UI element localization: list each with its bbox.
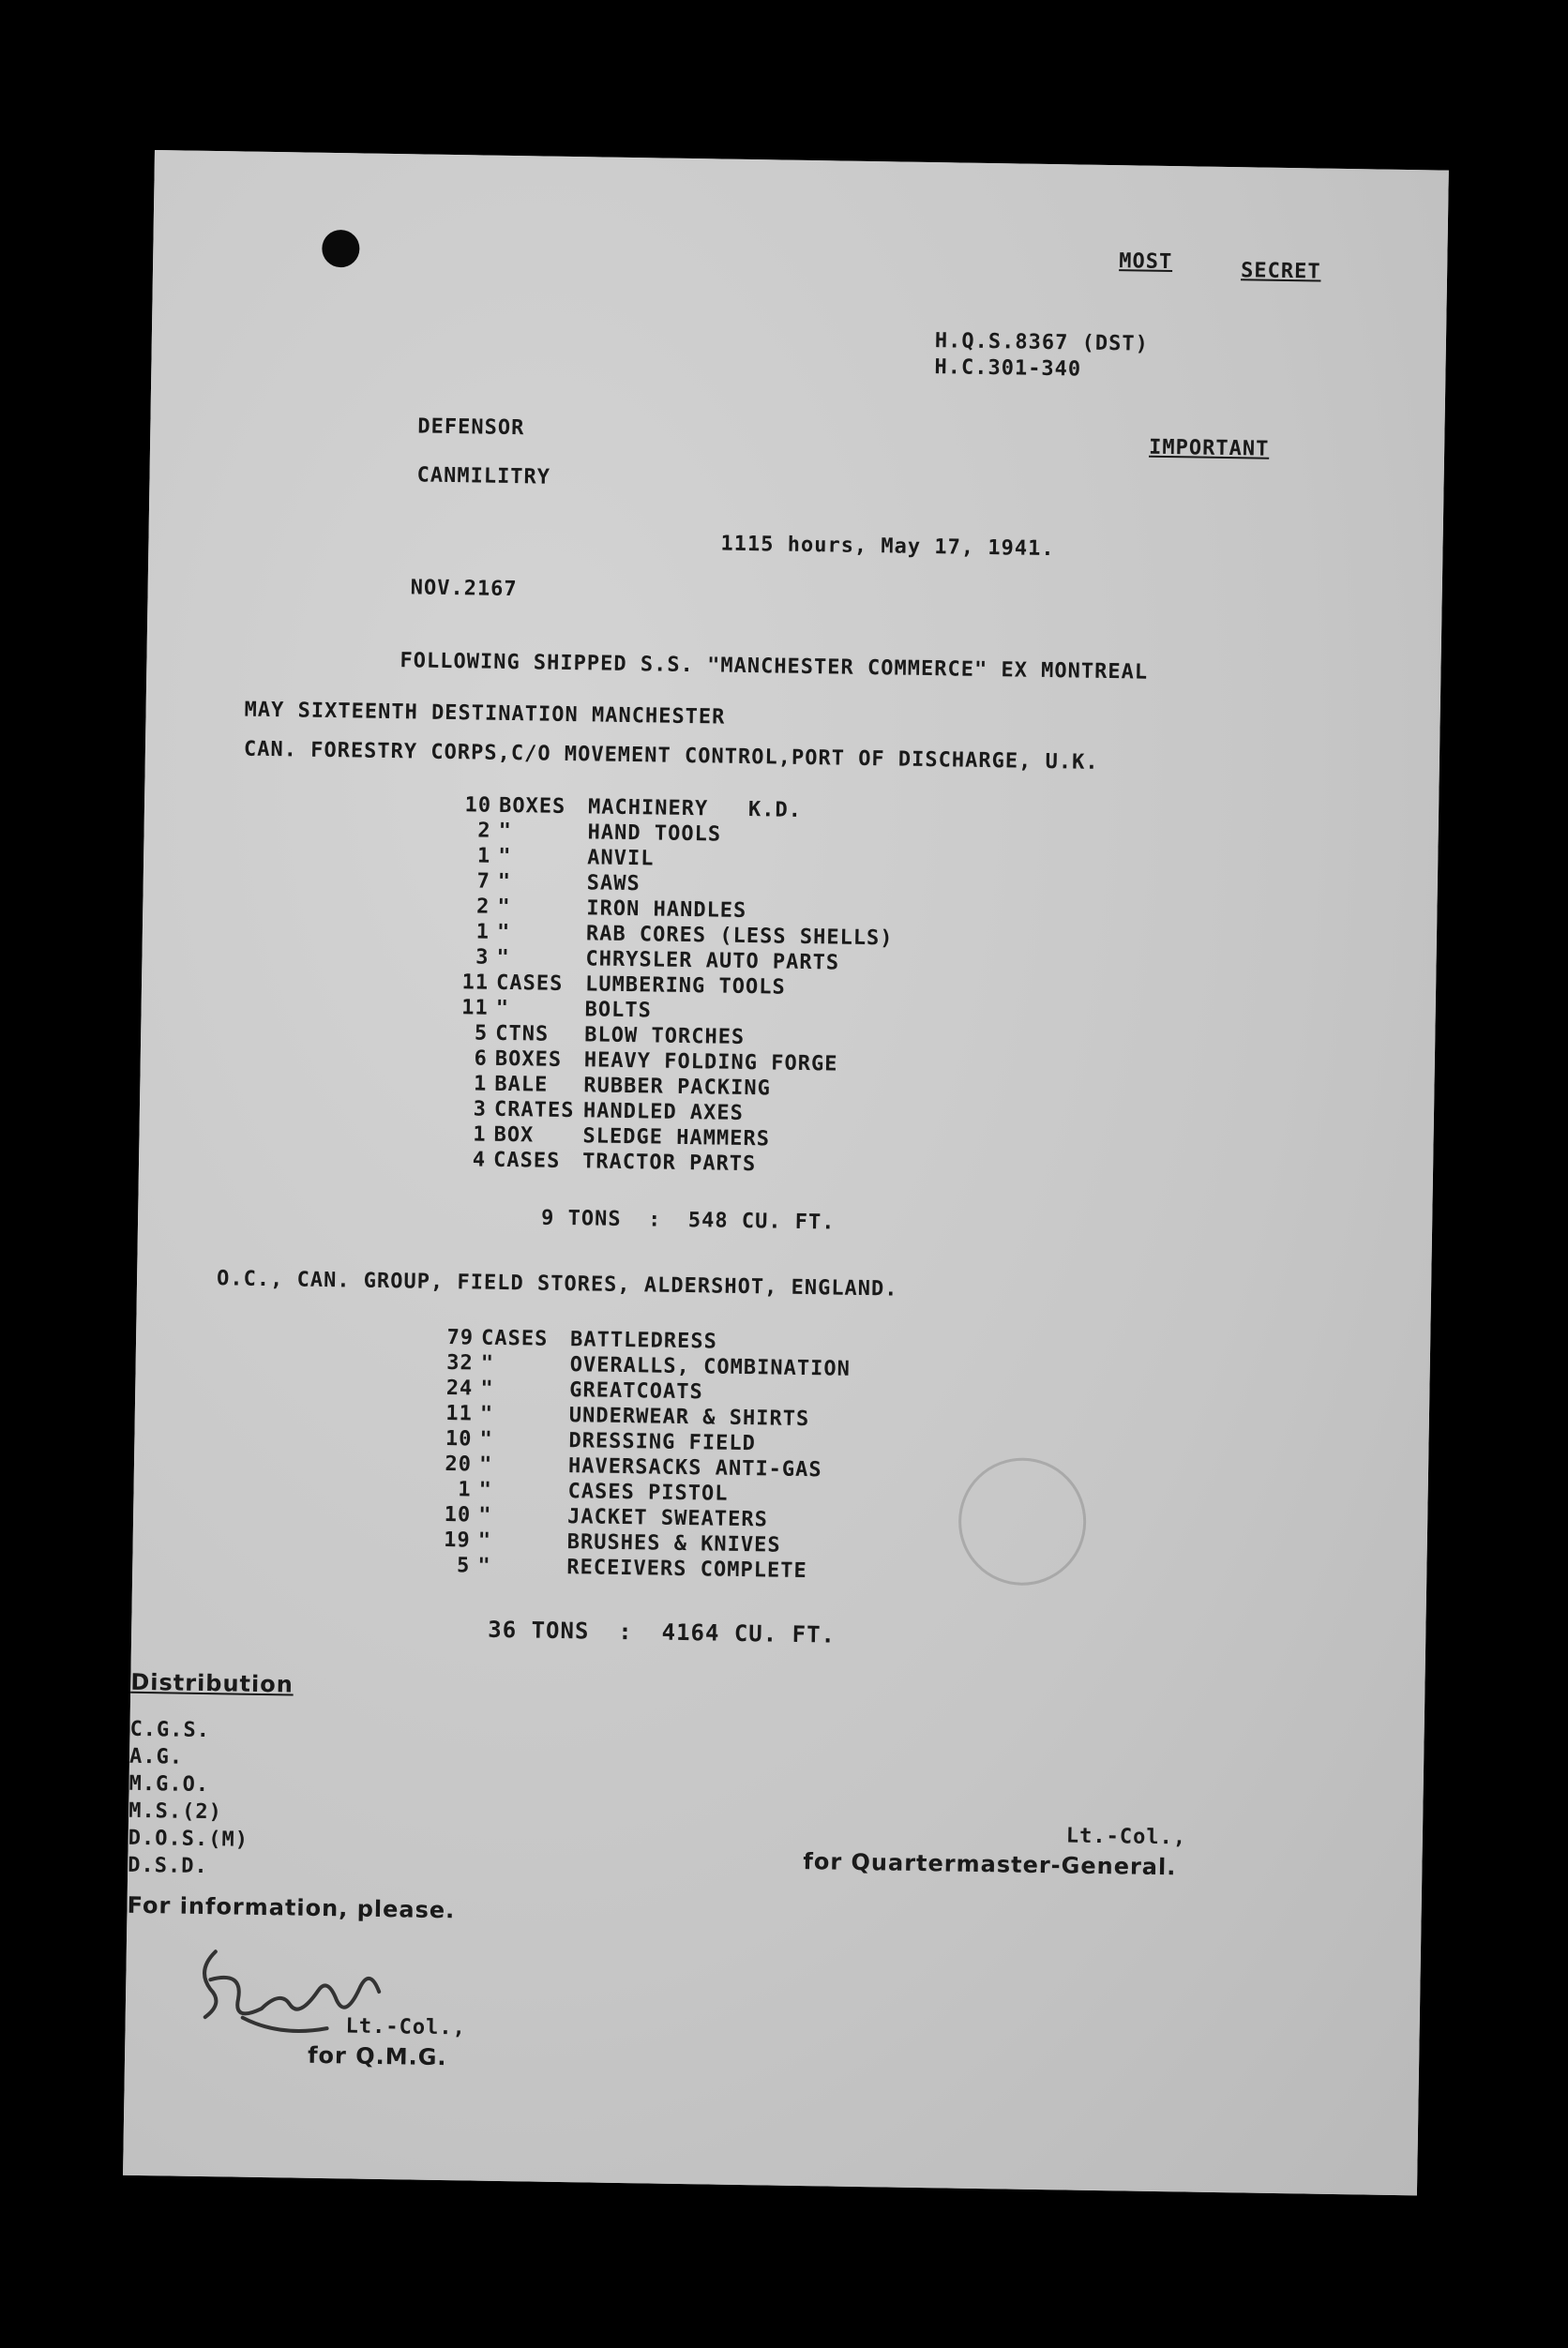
list-item: M.S.(2): [128, 1799, 223, 1825]
list-item: 3 " CHRYSLER AUTO PARTS: [475, 945, 840, 975]
consignment-1-total: 9 TONS : 548 CU. FT.: [540, 1206, 836, 1235]
serial-number: NOV.2167: [410, 576, 518, 602]
list-item: 32 " OVERALLS, COMBINATION: [446, 1351, 852, 1381]
list-item: 11 CASES LUMBERING TOOLS: [461, 971, 786, 1000]
distribution-heading: Distribution: [130, 1668, 294, 1698]
list-item: 19 " BRUSHES & KNIVES: [444, 1528, 781, 1558]
list-item: 2 " IRON HANDLES: [475, 895, 747, 924]
consignee-2: O.C., CAN. GROUP, FIELD STORES, ALDERSHOT, ENGLAND.: [216, 1267, 898, 1302]
reference-number-1: H.Q.S.8367 (DST): [934, 329, 1149, 356]
list-item: M.G.O.: [128, 1771, 210, 1798]
body-line-1: FOLLOWING SHIPPED S.S. "MANCHESTER COMMERCE" EX MONTREAL: [400, 649, 1149, 685]
list-item: 20 " HAVERSACKS ANTI-GAS: [445, 1452, 822, 1483]
list-item: 3 CRATES HANDLED AXES: [473, 1097, 745, 1125]
list-item: 10 " DRESSING FIELD: [445, 1427, 757, 1456]
list-item: 1 BALE RUBBER PACKING: [473, 1072, 771, 1101]
classification-secret: SECRET: [1240, 259, 1321, 284]
addressee: DEFENSOR: [417, 414, 525, 441]
list-item: D.O.S.(M): [128, 1826, 249, 1852]
list-item: 11 " BOLTS: [460, 996, 653, 1023]
faded-stamp: [957, 1457, 1087, 1587]
list-item: 5 " RECEIVERS COMPLETE: [456, 1554, 807, 1584]
list-item: 1 " CASES PISTOL: [458, 1478, 729, 1506]
minute-rank: Lt.-Col.,: [345, 2014, 466, 2040]
list-item: 79 CASES BATTLEDRESS: [446, 1326, 718, 1354]
list-item: 7 " SAWS: [476, 869, 641, 896]
list-item: 4 CASES TRACTOR PARTS: [472, 1148, 757, 1177]
list-item: 1 " RAB CORES (LESS SHELLS): [475, 920, 894, 951]
originator: CANMILITRY: [416, 463, 551, 489]
consignment-2-list: [414, 1325, 851, 1585]
signoff-rank: Lt.-Col.,: [1065, 1824, 1187, 1850]
list-item: A.G.: [128, 1744, 184, 1769]
list-item: 24 " GREATCOATS: [445, 1377, 703, 1405]
list-item: C.G.S.: [129, 1717, 211, 1743]
list-item: 10 BOXES MACHINERY K.D.: [464, 793, 803, 822]
body-line-2: MAY SIXTEENTH DESTINATION MANCHESTER: [244, 698, 726, 730]
consignment-1-list: [448, 792, 896, 1179]
list-item: 6 BOXES HEAVY FOLDING FORGE: [474, 1046, 838, 1076]
consignment-2-total: 36 TONS : 4164 CU. FT.: [488, 1616, 837, 1648]
minute-note: For information, please.: [127, 1891, 456, 1924]
classification-most: MOST: [1119, 249, 1173, 275]
distribution-list: [128, 1716, 250, 1881]
reference-number-2: H.C.301-340: [934, 355, 1082, 382]
consignee-1: CAN. FORESTRY CORPS,C/O MOVEMENT CONTROL,PORT OF DISCHARGE, U.K.: [243, 737, 1099, 775]
list-item: 11 " UNDERWEAR & SHIRTS: [445, 1402, 810, 1432]
list-item: 1 " ANVIL: [476, 844, 655, 871]
list-item: D.S.D.: [128, 1853, 208, 1879]
priority: IMPORTANT: [1148, 435, 1270, 461]
list-item: 2 " HAND TOOLS: [477, 819, 722, 847]
list-item: 5 CTNS BLOW TORCHES: [474, 1021, 746, 1049]
list-item: 10 " JACKET SWEATERS: [444, 1503, 769, 1532]
minute-for: for Q.M.G.: [307, 2041, 447, 2071]
document-page: [123, 150, 1449, 2195]
punch-hole: [322, 230, 360, 268]
list-item: 1 BOX SLEDGE HAMMERS: [473, 1122, 771, 1151]
signoff-for: for Quartermaster-General.: [803, 1848, 1177, 1881]
date-time: 1115 hours, May 17, 1941.: [720, 532, 1055, 562]
